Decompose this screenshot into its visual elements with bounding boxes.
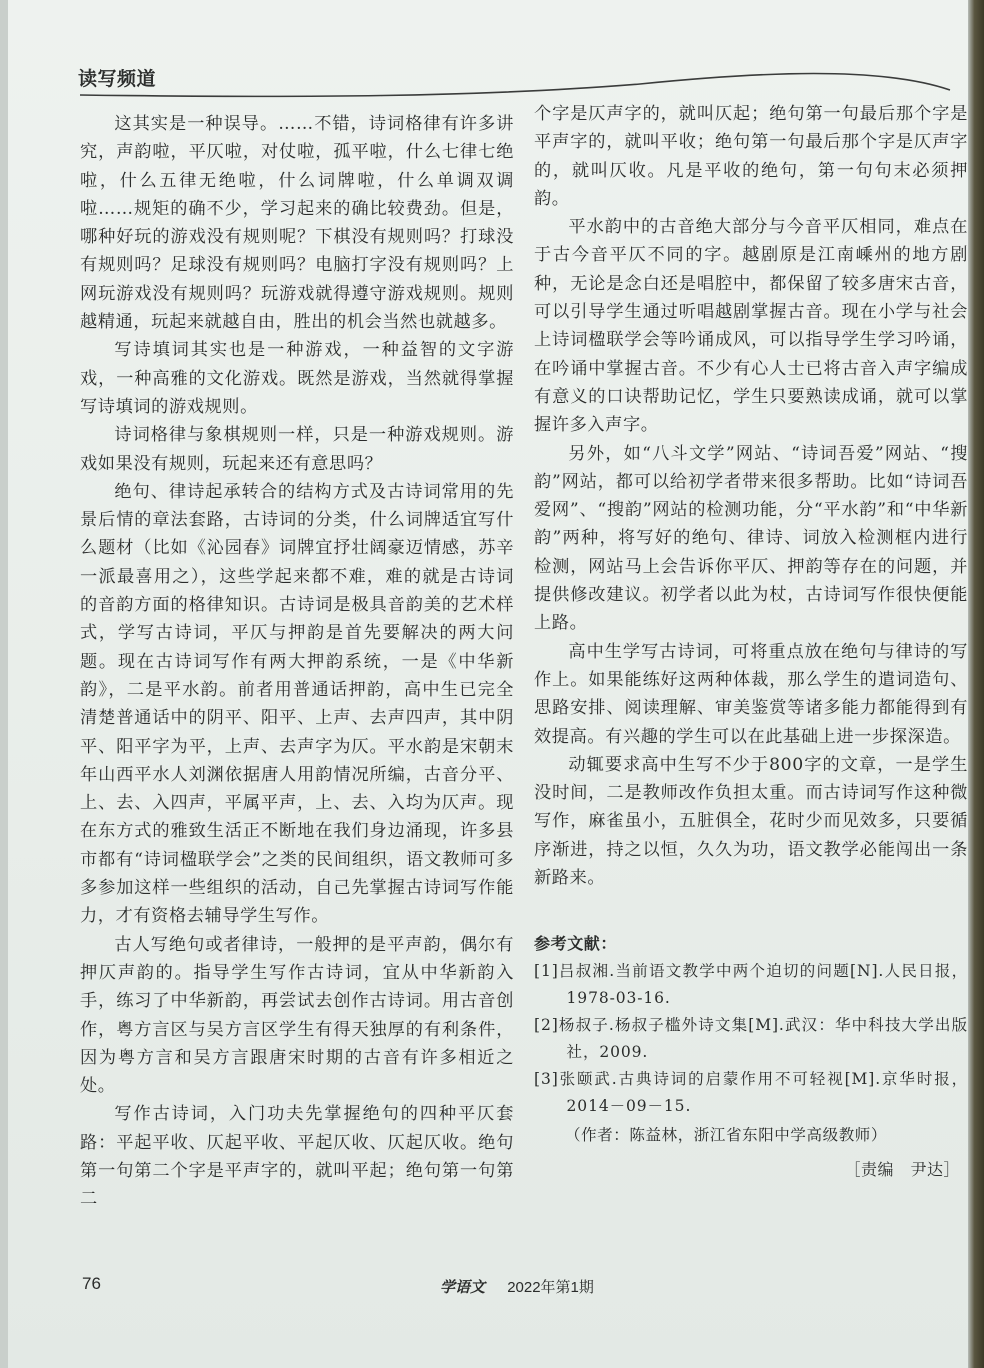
- paragraph: 绝句、律诗起承转合的结构方式及古诗词常用的先景后情的章法套路，古诗词的分类，什么词牌适宜写什么题材（比如《沁园春》词牌宜抒壮阔豪迈情感，苏辛一派最喜用之），这些学起来都不难，难的就是古诗词的音韵方面的格律知识。古诗词是极具音韵美的艺术样式，学写古诗词，平仄与押韵是首先要解决的两大问题。现在古诗词写作有两大押韵系统，一是《中华新韵》，二是平水韵。前者用普通话押韵，高中生已完全清楚普通话中的阴平、阳平、上声、去声四声，其中阴平、阳平字为平，上声、去声字为仄。平水韵是宋朝末年山西平水人刘渊依据唐人用韵情况所编，古音分平、上、去、入四声，平属平声，上、去、入均为仄声。现在东方式的雅致生活正不断地在我们身边涌现，许多县市都有“诗词楹联学会”之类的民间组织，语文教师可多多参加这样一些组织的活动，自己先掌握古诗词写作能力，才有资格去辅导学生写作。: [80, 481, 514, 927]
- paragraph: 诗词格律与象棋规则一样，只是一种游戏规则。游戏如果没有规则，玩起来还有意思吗？: [80, 425, 514, 474]
- page-left-edge: [0, 0, 8, 1368]
- references-heading: 参考文献：: [534, 934, 618, 954]
- paragraph-continued: 个字是仄声字的，就叫仄起；绝句第一句最后那个字是平声字的，就叫平收；绝句第一句最后那个字是仄声字的，就叫仄收。凡是平收的绝句，第一句句末必须押韵。: [534, 104, 968, 209]
- reference-item: [3]张颐武.古典诗词的启蒙作用不可轻视[M].京华时报，2014－09－15.: [534, 1070, 968, 1116]
- right-column: [534, 100, 968, 1185]
- book-binding-shadow: [968, 0, 984, 1368]
- paragraph: 写诗填词其实也是一种游戏，一种益智的文字游戏，一种高雅的文化游戏。既然是游戏，当然就得掌握写诗填词的游戏规则。: [80, 340, 514, 417]
- paragraph: 另外，如“八斗文学”网站、“诗词吾爱”网站、“搜韵”网站，都可以给初学者带来很多帮助。比如“诗词吾爱网”、“搜韵”网站的检测功能，分“平水韵”和“中华新韵”两种，将写好的绝句、律诗、词放入检测框内进行检测，网站马上会告诉你平仄、押韵等存在的问题，并提供修改建议。初学者以此为杖，古诗词写作很快便能上路。: [534, 443, 968, 634]
- section-title: 读写频道: [78, 68, 157, 90]
- reference-item: [1]吕叔湘.当前语文教学中两个迫切的问题[N].人民日报，1978-03-16.: [534, 962, 968, 1008]
- paragraph: 动辄要求高中生写不少于800字的文章，一是学生没时间，二是教师改作负担太重。而古诗词写作这种微写作，麻雀虽小，五脏俱全，花时少而见效多，只要循序渐进，持之以恒，久久为功，语文教学必能闯出一条新路来。: [534, 754, 968, 889]
- publication-info: [440, 1276, 594, 1297]
- paragraph: 高中生学写古诗词，可将重点放在绝句与律诗的写作上。如果能练好这两种体裁，那么学生的遣词造句、思路安排、阅读理解、审美鉴赏等诸多能力都能得到有效提高。有兴趣的学生可以在此基础上进一步探深造。: [534, 641, 968, 747]
- paragraph: 古人写绝句或者律诗，一般押的是平声韵，偶尔有押仄声韵的。指导学生写作古诗词，宜从中华新韵入手，练习了中华新韵，再尝试去创作古诗词。用古音创作，粤方言区与吴方言区学生有得天独厚的有利条件，因为粤方言和吴方言跟唐宋时期的古音有许多相近之处。: [80, 934, 514, 1097]
- paragraph: 平水韵中的古音绝大部分与今音平仄相同，难点在于古今音平仄不同的字。越剧原是江南嵊州的地方剧种，无论是念白还是唱腔中，都保留了较多唐宋古音，可以引导学生通过听唱越剧掌握古音。现在小学与社会上诗词楹联学会等吟诵成风，可以指导学生学习吟诵，在吟诵中掌握古音。不少有心人士已将古音入声字编成有意义的口诀帮助记忆，学生只要熟读成诵，就可以掌握许多入声字。: [534, 217, 968, 436]
- paragraph: 写作古诗词，入门功夫先掌握绝句的四种平仄套路：平起平收、仄起平收、平起仄收、仄起仄收。绝句第一句第二个字是平声字的，就叫平起；绝句第一句第二: [80, 1104, 514, 1210]
- left-column: [80, 110, 514, 1214]
- author-note: （作者：陈益林，浙江省东阳中学高级教师）: [565, 1126, 888, 1145]
- issue-label: 2022年第1期: [507, 1279, 594, 1296]
- paragraph: 这其实是一种误导。……不错，诗词格律有许多讲究，声韵啦，平仄啦，对仗啦，孤平啦，什么七律七绝啦，什么五律无绝啦，什么词牌啦，什么单调双调啦……规矩的确不少，学习起来的确比较费劲。但是，哪种好玩的游戏没有规则呢？下棋没有规则吗？打球没有规则吗？足球没有规则吗？电脑打字没有规则吗？上网玩游戏没有规则吗？玩游戏就得遵守游戏规则。规则越精通，玩起来就越自由，胜出的机会当然也就越多。: [80, 114, 514, 333]
- magazine-logo: 学语文: [440, 1278, 486, 1296]
- header-swoosh-rule: [0, 0, 984, 110]
- editor-note: ［责编 尹达］: [844, 1160, 960, 1180]
- page-number: 76: [82, 1274, 101, 1293]
- reference-item: [2]杨叔子.杨叔子槛外诗文集[M].武汉：华中科技大学出版社，2009.: [534, 1016, 968, 1062]
